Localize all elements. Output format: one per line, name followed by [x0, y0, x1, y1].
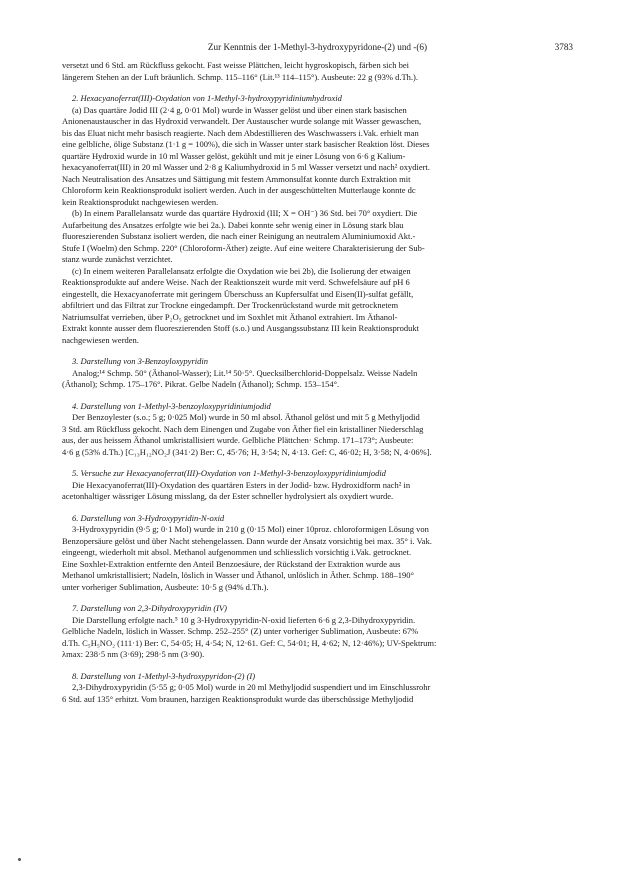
text-line: Aufarbeitung des Ansatzes erfolgte wie bei 2a.). Dabei konnte sehr wenig einer in Lösung stark blau	[62, 219, 404, 230]
text-line: Nach Neutralisation des Ansatzes und Sättigung mit festem Ammonsulfat konnte durch Extraktion mit	[62, 173, 411, 184]
text-line: 3 Std. am Rückfluss gekocht. Nach dem Einengen und Zugabe von Äther fiel ein kristalliner Niederschlag	[62, 423, 424, 434]
text-line: eine gelbliche, ölige Substanz (1·1 g = 100%), die sich in Wasser unter stark basischer Reaktion löst. Dieses	[62, 139, 430, 149]
text-line: aus, der aus heissem Äthanol umkristallisiert wurde. Gelbliche Plättchen· Schmp. 171–173°; Ausbeute:	[62, 435, 414, 445]
text-line: Eine Soxhlet-Extraktion entfernte den Anteil Benzoesäure, der Rückstand der Extraktion wurde aus	[62, 558, 401, 569]
text-line: unter vorheriger Sublimation, Ausbeute: 10·5 g (94% d.Th.).	[62, 581, 269, 592]
running-head	[62, 42, 573, 60]
running-title: Zur Kenntnis der 1-Methyl-3-hydroxypyridone-(2) und -(6)	[207, 42, 428, 52]
text-line: Gelbliche Nadeln, löslich in Wasser. Schmp. 252–255° (Z) unter vorheriger Sublimation, Ausbeute: 67%	[62, 626, 419, 636]
section-heading: 2. Hexacyanoferrat(III)-Oxydation von 1-Methyl-3-hydroxypyridiniumhydroxid	[72, 93, 342, 103]
text-line: (a) Das quartäre Jodid III (2·4 g, 0·01 Mol) wurde in Wasser gelöst und über einen stark basischen	[72, 104, 407, 115]
text-line: Anionenaustauscher in das Hydroxid verwandelt. Der Austauscher wurde solange mit Wasser gewaschen,	[62, 116, 422, 126]
paper-page	[62, 42, 573, 705]
text-line: hexacyanoferrat(III) in 20 ml Wasser und 2·8 g Kaliumhydroxid in 5 ml Wasser versetzt und nach² oxydiert.	[62, 162, 430, 172]
text-line: λmax: 238·5 nm (3·69); 298·5 nm (3·90).	[62, 649, 205, 659]
text-line: acetonhaltiger wässriger Lösung misslang, da der Ester schneller hydrolysiert als oxydiert wurde.	[62, 491, 394, 501]
margin-dot	[18, 858, 21, 861]
text-line: (b) In einem Parallelansatz wurde das quartäre Hydroxid (III; X = OH⁻) 36 Std. bei 70° oxydiert. Die	[72, 208, 418, 218]
text-line: versetzt und 6 Std. am Rückfluss gekocht. Fast weisse Plättchen, leicht hygroskopisch, färben sich bei	[62, 60, 410, 70]
section-heading: 3. Darstellung von 3-Benzoyloxypyridin	[72, 356, 208, 366]
text-line: Die Darstellung erfolgte nach.⁵ 10 g 3-Hydroxypyridin-N-oxid lieferten 6·6 g 2,3-Dihydroxypyridin.	[72, 614, 416, 625]
text-line: stanz wurde zunächst verzichtet.	[62, 254, 173, 264]
text-line: abfiltriert und das Filtrat zur Trockne eingedampft. Der Trockenrückstand wurde mit getrocknetem	[62, 300, 399, 310]
text-line: Reaktionsprodukte auf andere Weise. Nach der Reaktionszeit wurde mit verd. Schwefelsäure auf pH 6	[62, 277, 410, 287]
section-heading: 8. Darstellung von 1-Methyl-3-hydroxypyridon-(2) (I)	[72, 670, 256, 681]
text-line: Analog;¹⁴ Schmp. 50° (Äthanol-Wasser); Lit.¹⁴ 50·5°. Quecksilberchlorid-Doppelsalz. Weisse Nadeln	[72, 367, 418, 378]
text-line: (Äthanol); Schmp. 175–176°. Pikrat. Gelbe Nadeln (Äthanol); Schmp. 153–154°.	[62, 379, 340, 389]
text-line: Methanol umkristallisiert; Nadeln, löslich in Wasser und Äthanol, unlöslich in Äther. Schmp. 188–190°	[62, 570, 414, 580]
text-line: bis das Eluat nicht mehr basisch reagierte. Nach dem Abdestillieren des Waschwassers i.Vak. erhielt man	[62, 127, 419, 138]
text-line: eingeengt, wiederholt mit absol. Methanol aufgenommen und schliesslich vorsichtig i.Vak. getrocknet.	[62, 547, 412, 557]
text-line: eingestellt, die Hexacyanoferrate mit geringem Überschuss an Kupfersulfat und Eisen(II)-sulfat gefällt,	[62, 288, 414, 299]
text-line: Benzopersäure gelöst und über Nacht stehengelassen. Dann wurde der Ansatz vorsichtig bei max. 35° i. Vak.	[62, 535, 432, 546]
section-heading: 6. Darstellung von 3-Hydroxypyridin-N-oxid	[72, 512, 225, 523]
text-line: quartäre Hydroxid wurde in 10 ml Wasser gelöst, gekühlt und mit je einer Lösung von 6·6 g Kalium-	[62, 150, 406, 161]
text-line: fluoreszierenden Substanz isoliert werden, die nach einer Reinigung an neutralem Aluminiumoxid Akt.-	[62, 231, 416, 241]
text-line: d.Th. C₅H₅NO₂ (111·1) Ber: C, 54·05; H, 4·54; N, 12·61. Gef: C, 54·01; H, 4·62; N, 12·46%); UV-Spektrum:	[62, 637, 437, 648]
section-heading: 5. Versuche zur Hexacyanoferrat(III)-Oxydation von 1-Methyl-3-benzoyloxypyridiniumjodid	[72, 468, 386, 478]
text-line: Chloroform kein Reaktionsprodukt isoliert werden. Auch in der ausgeschüttelten Mutterlauge konnte dc	[62, 185, 416, 195]
text-line: (c) In einem weiteren Parallelansatz erfolgte die Oxydation wie bei 2b), die Isolierung der etwaigen	[72, 265, 411, 276]
section-heading: 4. Darstellung von 1-Methyl-3-benzoyloxypyridiniumjodid	[72, 400, 271, 411]
text-line: Der Benzoylester (s.o.; 5 g; 0·025 Mol) wurde in 50 ml absol. Äthanol gelöst und mit 5 g Methyljodid	[72, 412, 420, 422]
text-line: kein Reaktionsprodukt nachgewiesen werden.	[62, 196, 219, 207]
text-line: Natriumsulfat verrieben, über P₂O₅ getrocknet und im Soxhlet mit Äthanol extrahiert. Im Äthanol-	[62, 311, 398, 322]
text-line: längerem Stehen an der Luft bräunlich. Schmp. 115–116° (Lit.¹³ 114–115°). Ausbeute: 22 g (93% d.Th.).	[62, 71, 418, 82]
text-line: Stufe I (Woelm) den Schmp. 220° (Chloroform-Äther) zeigte. Auf eine weitere Charakterisierung der Sub-	[62, 242, 425, 253]
text-line: nachgewiesen werden.	[62, 334, 139, 345]
text-line: Extrakt konnte ausser dem fluoreszierenden Stoff (s.o.) und Ausgangssubstanz III kein Reaktionsprodukt	[62, 323, 419, 333]
text-line: 3-Hydroxypyridin (9·5 g; 0·1 Mol) wurde in 210 g (0·15 Mol) einer 10proz. chloroformigen Lösung von	[72, 524, 429, 534]
text-line: Die Hexacyanoferrat(III)-Oxydation des quartären Esters in der Jodid- bzw. Hydroxidform nach² in	[72, 479, 411, 490]
text-line: 6 Std. auf 135° erhitzt. Vom braunen, harzigen Reaktionsprodukt wurde das überschüssige Methyljodid	[62, 693, 414, 704]
text-line: 2,3-Dihydroxypyridin (5·55 g; 0·05 Mol) wurde in 20 ml Methyljodid suspendiert und im Einschlussrohr	[72, 682, 431, 692]
section-heading: 7. Darstellung von 2,3-Dihydroxypyridin (IV)	[72, 603, 228, 613]
page-number: 3783	[554, 42, 573, 52]
text-line: 4·6 g (53% d.Th.) [C₁₃H₁₂NO₂J (341·2) Ber: C, 45·76; H, 3·54; N, 4·13. Gef: C, 46·02; H, 3·58; N, 4·06%].	[62, 446, 432, 457]
